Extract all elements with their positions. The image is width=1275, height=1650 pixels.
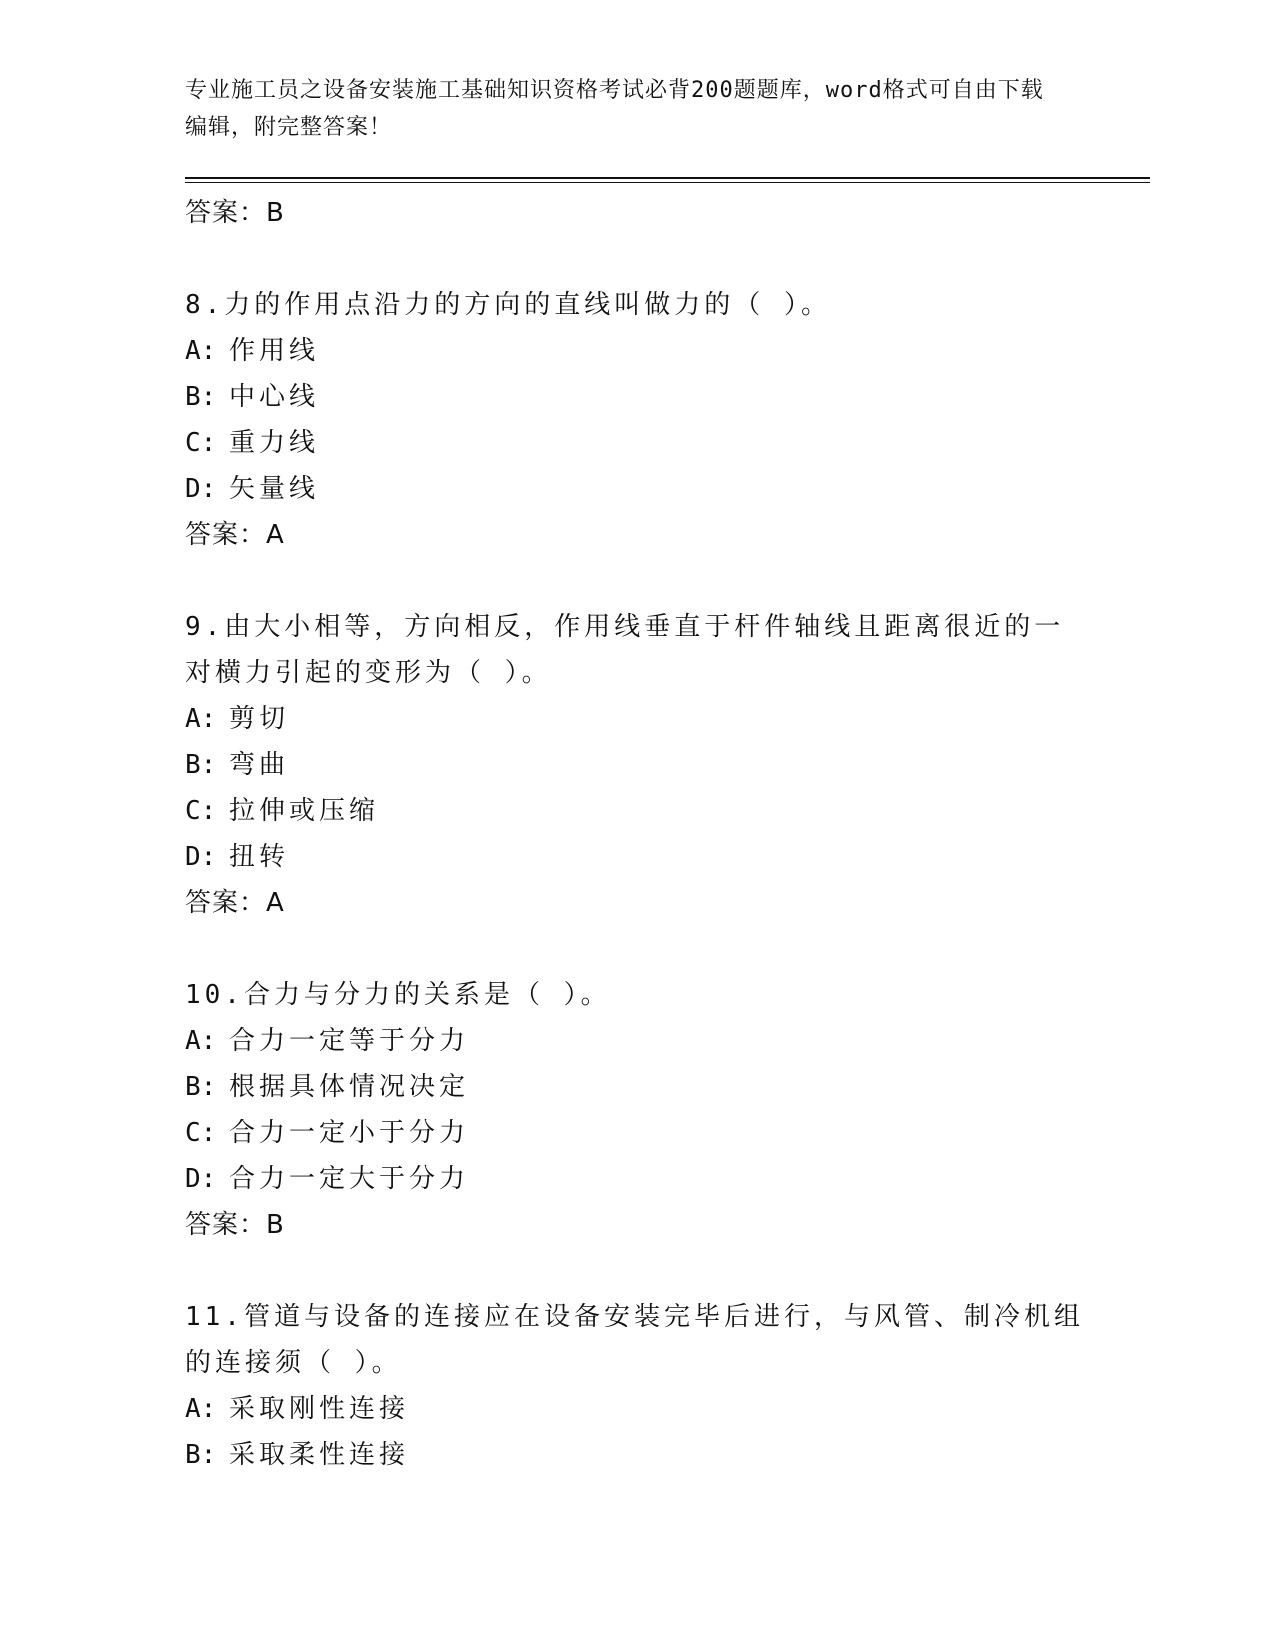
option-text: 合力一定大于分力 (229, 1164, 470, 1194)
option-letter: D: (185, 842, 217, 872)
option-letter: C: (185, 428, 217, 458)
option-text: 根据具体情况决定 (229, 1072, 470, 1102)
option (185, 742, 1085, 788)
option-letter: B: (185, 750, 217, 780)
option-letter: A: (185, 1026, 217, 1056)
question-block (185, 604, 1085, 926)
option-letter: C: (185, 1118, 217, 1148)
answer-line: 答案：B (185, 198, 285, 228)
option-letter: B: (185, 1440, 217, 1470)
option (185, 788, 1085, 834)
question-block (185, 1294, 1085, 1478)
option-text: 弯曲 (229, 750, 290, 780)
question-block (185, 282, 1085, 558)
option-letter: A: (185, 704, 217, 734)
answer-line: 答案：A (185, 520, 285, 550)
option-letter: A: (185, 336, 217, 366)
option (185, 1156, 1085, 1202)
answer-line: 答案：B (185, 1210, 285, 1240)
option-text: 合力一定小于分力 (229, 1118, 470, 1148)
header-divider (185, 177, 1150, 179)
option (185, 328, 1085, 374)
option (185, 1386, 1085, 1432)
option (185, 834, 1085, 880)
option-letter: D: (185, 1164, 217, 1194)
option (185, 420, 1085, 466)
answer-line: 答案：A (185, 888, 285, 918)
question-text: 11.管道与设备的连接应在设备安装完毕后进行，与风管、制冷机组的连接须（ ）。 (185, 1302, 1084, 1378)
option-text: 采取柔性连接 (229, 1440, 410, 1470)
option-text: 中心线 (229, 382, 320, 412)
option-text: 剪切 (229, 704, 290, 734)
option-text: 合力一定等于分力 (229, 1026, 470, 1056)
option (185, 1018, 1085, 1064)
option (185, 466, 1085, 512)
option-text: 拉伸或压缩 (229, 796, 380, 826)
option-text: 扭转 (229, 842, 290, 872)
option (185, 1110, 1085, 1156)
document-body (185, 190, 1085, 1478)
header-divider-thin (185, 182, 1150, 183)
option (185, 696, 1085, 742)
option (185, 374, 1085, 420)
option-text: 重力线 (229, 428, 320, 458)
question-block (185, 972, 1085, 1248)
option-letter: A: (185, 1394, 217, 1424)
question-text: 10.合力与分力的关系是（ ）。 (185, 980, 611, 1010)
option-letter: D: (185, 474, 217, 504)
option-letter: C: (185, 796, 217, 826)
option-letter: B: (185, 1072, 217, 1102)
option-letter: B: (185, 382, 217, 412)
question-text: 9.由大小相等，方向相反，作用线垂直于杆件轴线且距离很近的一对横力引起的变形为（ ）。 (185, 612, 1065, 688)
option-text: 采取刚性连接 (229, 1394, 410, 1424)
option (185, 1064, 1085, 1110)
question-text: 8.力的作用点沿力的方向的直线叫做力的（ ）。 (185, 290, 831, 320)
document-header: 专业施工员之设备安装施工基础知识资格考试必背200题题库，word格式可自由下载编辑，附完整答案！ (185, 78, 1044, 140)
option-text: 矢量线 (229, 474, 320, 504)
option-text: 作用线 (229, 336, 320, 366)
option (185, 1432, 1085, 1478)
